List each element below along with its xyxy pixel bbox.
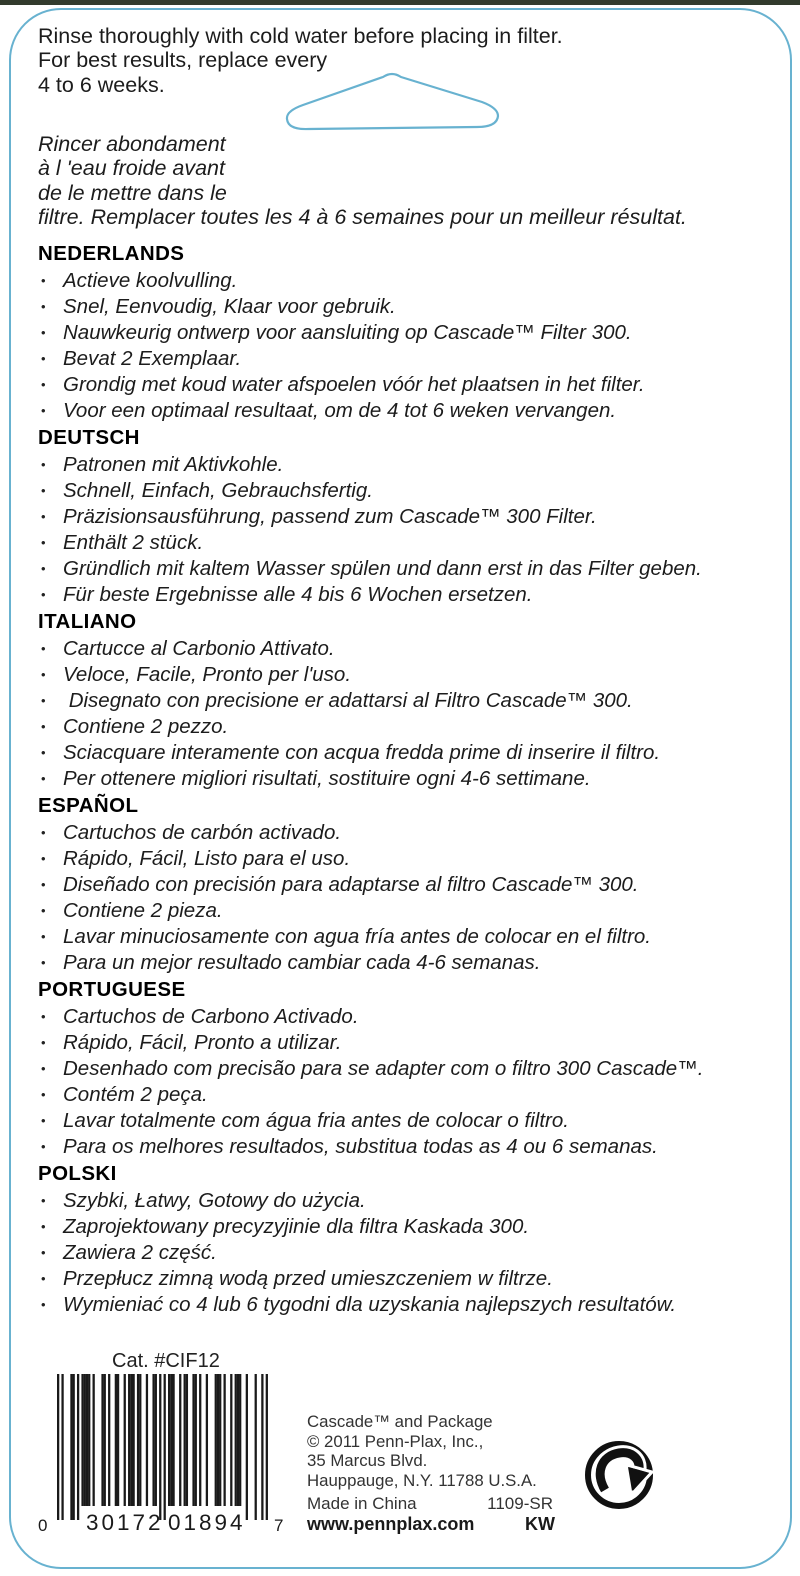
bullet-icon: • [41, 1219, 46, 1234]
bullet-text: Diseñado con precisión para adaptarse al filtro Cascade™ 300. [63, 873, 639, 896]
bullet-line [38, 320, 783, 346]
barcode-digit-left: 0 [38, 1516, 48, 1535]
bullet-line [38, 872, 783, 898]
bullet-list-polski [38, 1188, 783, 1318]
print-code: 1109-SR [487, 1494, 553, 1513]
section-espanol [38, 792, 783, 976]
bullet-line [38, 372, 783, 398]
bullet-icon: • [41, 351, 46, 366]
bullet-text: Contiene 2 pezzo. [63, 715, 229, 738]
bullet-text: Enthält 2 stück. [63, 531, 204, 554]
bullet-line [38, 688, 783, 714]
bullet-line [38, 346, 783, 372]
bullet-line [38, 530, 783, 556]
french-line: de le mettre dans le [38, 180, 227, 205]
bullet-text: Para un mejor resultado cambiar cada 4-6 semanas. [63, 951, 541, 974]
section-deutsch [38, 424, 783, 608]
company-line: © 2011 Penn-Plax, Inc., [307, 1431, 484, 1451]
bullet-icon: • [41, 955, 46, 970]
bullet-list-italiano [38, 636, 783, 792]
bullet-line [38, 1056, 783, 1082]
bullet-line [38, 898, 783, 924]
bullet-line [38, 294, 783, 320]
bullet-line [38, 398, 783, 424]
bullet-list-deutsch [38, 452, 783, 608]
french-line: Rincer abondament [38, 132, 226, 156]
bullet-text: Lavar totalmente com água fria antes de colocar o filtro. [63, 1109, 569, 1132]
bullet-icon: • [41, 1139, 46, 1154]
section-italiano [38, 608, 783, 792]
bullet-line [38, 1188, 783, 1214]
bullet-line [38, 662, 783, 688]
bullet-text: Rápido, Fácil, Pronto a utilizar. [63, 1031, 342, 1054]
website-url: www.pennplax.com [307, 1514, 475, 1534]
bullet-line [38, 556, 783, 582]
bullet-text: Sciacquare interamente con acqua fredda prime di inserire il filtro. [63, 741, 661, 764]
bullet-text: Contém 2 peça. [63, 1083, 208, 1106]
bullet-text: Para os melhores resultados, substitua todas as 4 ou 6 semanas. [63, 1135, 658, 1158]
bullet-icon: • [41, 377, 46, 392]
bullet-line [38, 452, 783, 478]
bullet-line [38, 820, 783, 846]
french-line: à l 'eau froide avant [38, 156, 225, 181]
bullet-list-portuguese [38, 1004, 783, 1160]
bullet-text: Wymieniać co 4 lub 6 tygodni dla uzyskania najlepszych resultatów. [63, 1293, 677, 1316]
barcode-digit-group1: 30172 [86, 1510, 164, 1535]
bullet-line [38, 1266, 783, 1292]
bullet-icon: • [41, 587, 46, 602]
bullet-icon: • [41, 483, 46, 498]
bullet-text: Bevat 2 Exemplaar. [63, 347, 242, 370]
bullet-line [38, 1292, 783, 1318]
bullet-icon: • [41, 719, 46, 734]
bullet-text: Zaprojektowany precyzyjinie dla filtra Kaskada 300. [63, 1215, 530, 1238]
bullet-text: Gründlich mit kaltem Wasser spülen und dann erst in das Filter geben. [63, 557, 702, 580]
bullet-line [38, 504, 783, 530]
bullet-line [38, 1134, 783, 1160]
bullet-line [38, 268, 783, 294]
bullet-list-nederlands [38, 268, 783, 424]
bullet-text: Lavar minuciosamente con agua fría antes de colocar en el filtro. [63, 925, 651, 948]
section-nederlands [38, 240, 783, 424]
bullet-text: Snel, Eenvoudig, Klaar voor gebruik. [63, 295, 396, 318]
bullet-line [38, 636, 783, 662]
bullet-icon: • [41, 1087, 46, 1102]
bullet-line [38, 1108, 783, 1134]
bullet-text: Actieve koolvulling. [63, 269, 238, 292]
bullet-icon: • [41, 561, 46, 576]
section-header-nederlands: NEDERLANDS [38, 242, 185, 265]
english-line: Rinse thoroughly with cold water before placing in filter. [38, 24, 563, 48]
section-header-espanol: ESPAÑOL [38, 794, 139, 817]
english-line: For best results, replace every [38, 48, 328, 73]
barcode-digit-group2: 01894 [168, 1510, 246, 1535]
package-top-edge [0, 0, 800, 5]
bullet-icon: • [41, 1193, 46, 1208]
bullet-text: Patronen mit Aktivkohle. [63, 453, 284, 476]
bullet-icon: • [41, 325, 46, 340]
website-row [307, 1514, 555, 1535]
made-in-row [307, 1494, 553, 1514]
bullet-text: Voor een optimaal resultaat, om de 4 tot 6 weken vervangen. [63, 399, 617, 422]
bullet-text: Präzisionsausführung, passend zum Cascade™ 300 Filter. [63, 505, 597, 528]
bullet-list-espanol [38, 820, 783, 976]
company-line: 35 Marcus Blvd. [307, 1451, 428, 1471]
bullet-text: Przepłucz zimną wodą przed umieszczeniem w filtrze. [63, 1267, 553, 1290]
bullet-text: Cartucce al Carbonio Attivato. [63, 637, 335, 660]
upc-barcode [57, 1374, 269, 1520]
bullet-icon: • [41, 771, 46, 786]
bullet-icon: • [41, 403, 46, 418]
company-address [307, 1412, 537, 1490]
bullet-text: Nauwkeurig ontwerp voor aansluiting op Cascade™ Filter 300. [63, 321, 632, 344]
bullet-line [38, 1030, 783, 1056]
bullet-icon: • [41, 1035, 46, 1050]
bullet-text: Schnell, Einfach, Gebrauchsfertig. [63, 479, 373, 502]
bullet-line [38, 740, 783, 766]
bullet-line [38, 714, 783, 740]
instructions-english [38, 24, 563, 97]
bullet-line [38, 766, 783, 792]
bullet-text: Szybki, Łatwy, Gotowy do użycia. [63, 1189, 366, 1212]
bullet-icon: • [41, 457, 46, 472]
printer-initials: KW [525, 1514, 555, 1534]
bullet-icon: • [41, 509, 46, 524]
bullet-icon: • [41, 1297, 46, 1312]
bullet-line [38, 1214, 783, 1240]
bullet-icon: • [41, 825, 46, 840]
bullet-line [38, 582, 783, 608]
bullet-line [38, 846, 783, 872]
bullet-icon: • [41, 929, 46, 944]
instructions-french [38, 132, 687, 229]
bullet-text: Disegnato con precisione er adattarsi al Filtro Cascade™ 300. [63, 689, 633, 712]
language-sections [38, 240, 783, 1318]
section-header-deutsch: DEUTSCH [38, 426, 140, 449]
bullet-icon: • [41, 1113, 46, 1128]
bullet-icon: • [41, 641, 46, 656]
barcode-digit-right: 7 [274, 1516, 284, 1535]
bullet-line [38, 1082, 783, 1108]
catalog-number: Cat. #CIF12 [112, 1350, 220, 1372]
section-portuguese [38, 976, 783, 1160]
bullet-icon: • [41, 903, 46, 918]
bullet-line [38, 1240, 783, 1266]
bullet-icon: • [41, 1245, 46, 1260]
bullet-line [38, 1004, 783, 1030]
bullet-icon: • [41, 299, 46, 314]
bullet-icon: • [41, 693, 46, 708]
bullet-text: Veloce, Facile, Pronto per l'uso. [63, 663, 352, 686]
company-line: Cascade™ and Package [307, 1412, 493, 1431]
bullet-text: Zawiera 2 część. [63, 1241, 217, 1264]
bullet-line [38, 950, 783, 976]
company-line: Hauppauge, N.Y. 11788 U.S.A. [307, 1470, 537, 1490]
section-polski [38, 1160, 783, 1318]
bullet-line [38, 924, 783, 950]
bullet-icon: • [41, 535, 46, 550]
section-header-polski: POLSKI [38, 1162, 117, 1185]
bullet-icon: • [41, 1009, 46, 1024]
bullet-text: Für beste Ergebnisse alle 4 bis 6 Wochen ersetzen. [63, 583, 533, 606]
bullet-icon: • [41, 273, 46, 288]
english-line: 4 to 6 weeks. [38, 72, 165, 97]
bullet-text: Per ottenere migliori risultati, sostituire ogni 4-6 settimane. [63, 767, 591, 790]
bullet-text: Rápido, Fácil, Listo para el uso. [63, 847, 351, 870]
bullet-icon: • [41, 877, 46, 892]
section-header-portuguese: PORTUGUESE [38, 978, 186, 1001]
bullet-icon: • [41, 851, 46, 866]
section-header-italiano: ITALIANO [38, 610, 137, 633]
bullet-icon: • [41, 745, 46, 760]
bullet-icon: • [41, 667, 46, 682]
made-in-text: Made in China [307, 1494, 417, 1513]
recycle-icon [582, 1438, 656, 1512]
french-line: filtre. Remplacer toutes les 4 à 6 semaines pour un meilleur résultat. [38, 204, 687, 229]
bullet-line [38, 478, 783, 504]
bullet-icon: • [41, 1271, 46, 1286]
bullet-text: Cartuchos de carbón activado. [63, 821, 342, 844]
bullet-text: Desenhado com precisão para se adapter com o filtro 300 Cascade™. [63, 1057, 704, 1080]
bullet-icon: • [41, 1061, 46, 1076]
bullet-text: Contiene 2 pieza. [63, 899, 223, 922]
bullet-text: Grondig met koud water afspoelen vóór het plaatsen in het filter. [63, 373, 645, 396]
bullet-text: Cartuchos de Carbono Activado. [63, 1005, 359, 1028]
